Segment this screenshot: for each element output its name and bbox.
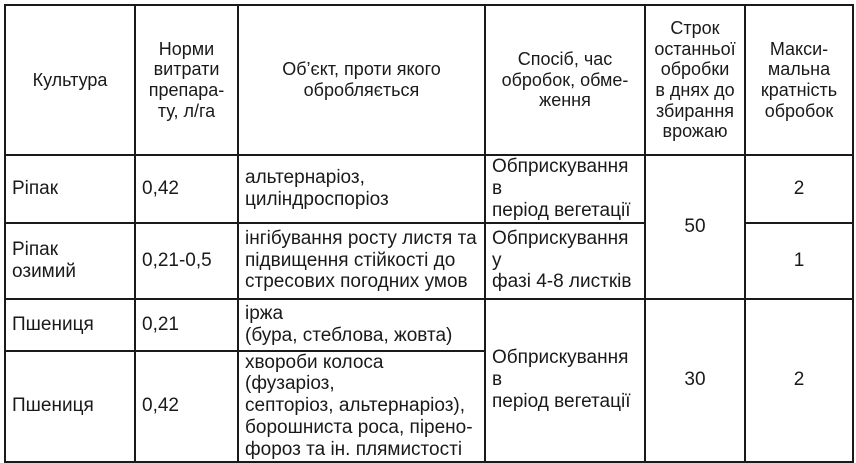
table-row — [5, 155, 853, 223]
term-cell-rapeseed: 50 — [645, 155, 745, 299]
culture-cell: Пшениця — [5, 299, 135, 351]
object-cell: альтернаріоз, циліндроспоріоз — [238, 155, 485, 223]
norm-cell: 0,42 — [135, 351, 238, 462]
term-cell-wheat: 30 — [645, 299, 745, 462]
object-cell: іржа (бура, стеблова, жовта) — [238, 299, 485, 351]
method-cell-wheat: Обприскування в період вегетації — [485, 299, 645, 462]
header-max: Макси- мальна кратність обробок — [745, 5, 853, 155]
object-cell: інгібування росту листя та підвищення стійкості до стресових погодних умов — [238, 223, 485, 299]
object-cell: хвороби колоса (фузаріоз, септоріоз, альтернаріоз), борошниста роса, пірено- фороз та ін. плямистості — [238, 351, 485, 462]
header-row — [5, 5, 853, 155]
header-term: Строк останньої обробки в днях до збирання врожаю — [645, 5, 745, 155]
norm-cell: 0,42 — [135, 155, 238, 223]
max-cell: 1 — [745, 223, 853, 299]
method-cell: Обприскування в період вегетації — [485, 155, 645, 223]
header-culture: Культура — [5, 5, 135, 155]
header-method: Спосіб, час обробок, обме- ження — [485, 5, 645, 155]
culture-cell: Ріпак — [5, 155, 135, 223]
header-object: Об’єкт, проти якого обробляється — [238, 5, 485, 155]
norm-cell: 0,21 — [135, 299, 238, 351]
method-cell: Обприскування у фазі 4-8 листків — [485, 223, 645, 299]
max-cell: 2 — [745, 155, 853, 223]
culture-cell: Пшениця — [5, 351, 135, 462]
pesticide-table — [4, 4, 854, 463]
table-row — [5, 299, 853, 351]
header-norms: Норми витрати препара- ту, л/га — [135, 5, 238, 155]
culture-cell: Ріпак озимий — [5, 223, 135, 299]
norm-cell: 0,21-0,5 — [135, 223, 238, 299]
max-cell-wheat: 2 — [745, 299, 853, 462]
